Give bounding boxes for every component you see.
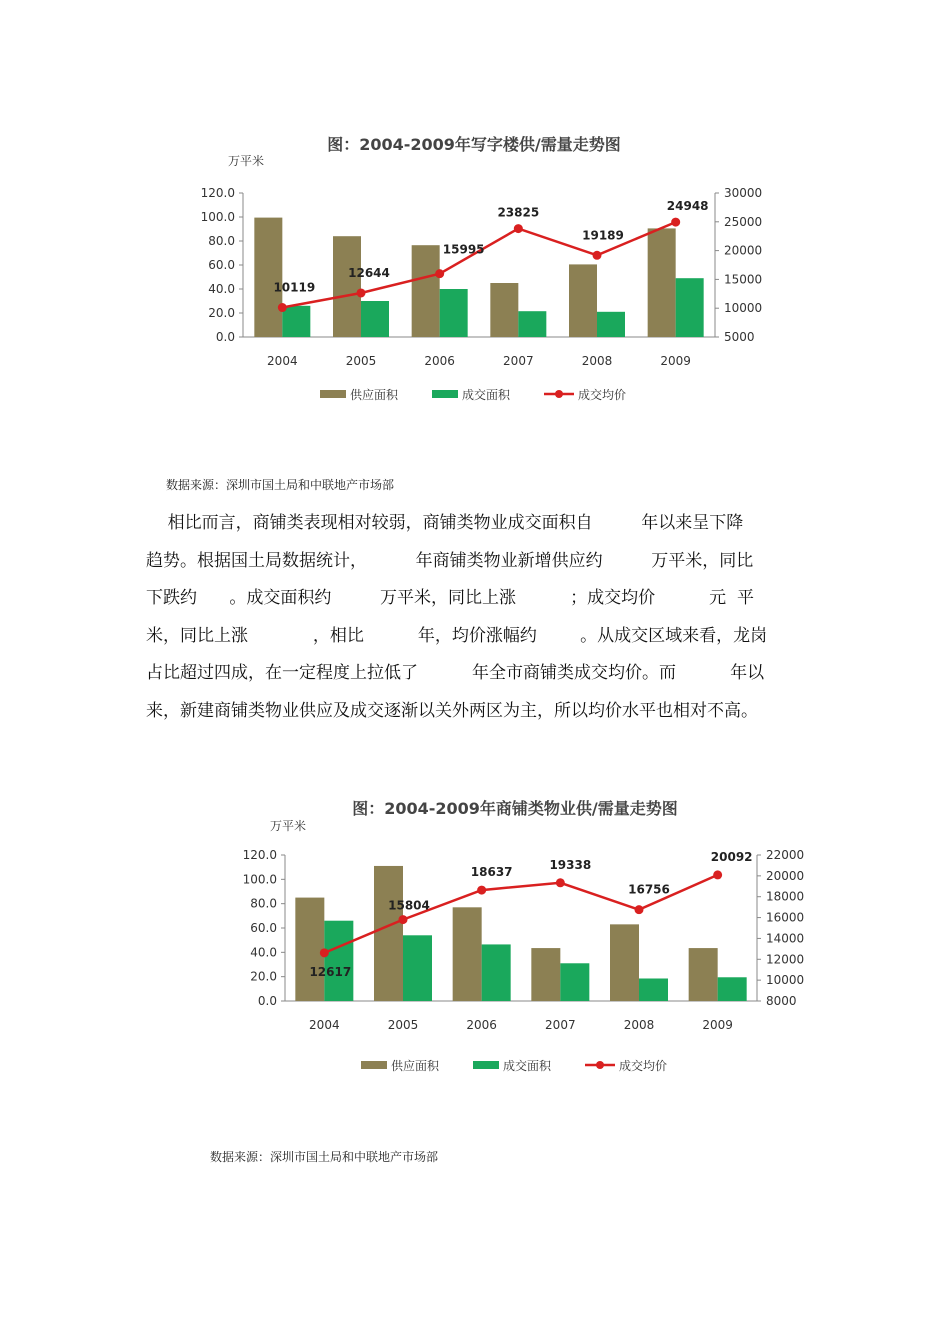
left-tick-label: 120.0 [200,186,235,200]
x-category-label: 2004 [309,1018,340,1032]
right-tick-label: 10000 [766,973,805,988]
right-tick-label: 30000 [724,186,763,200]
right-tick-label: 25000 [724,214,763,229]
left-tick-label: 80.0 [208,234,235,248]
price-point [635,905,644,914]
legend-label-deal: 成交面积 [503,1059,552,1073]
left-tick-label: 100.0 [242,872,277,887]
paragraph-line: 来，新建商铺类物业供应及成交逐渐以关外两区为主，所以均价水平也相对不高。 [146,700,758,721]
right-tick-label: 18000 [766,889,805,904]
legend-label-deal: 成交面积 [462,388,511,402]
price-data-label: 15995 [442,242,485,257]
left-tick-label: 60.0 [250,921,277,935]
data-source-note-1: 数据来源：深圳市国土局和中联地产市场部 [166,478,395,492]
x-category-label: 2004 [267,354,298,368]
x-category-label: 2006 [466,1018,497,1032]
legend-label-supply: 供应面积 [350,388,399,402]
x-category-label: 2005 [345,354,377,368]
x-category-label: 2007 [503,354,534,368]
legend-label-price: 成交均价 [619,1059,668,1073]
price-point [713,870,722,879]
deal-bar [324,921,353,1001]
deal-bar [482,944,511,1001]
right-tick-label: 16000 [766,910,805,925]
supply-bar [689,948,718,1001]
price-point [477,886,486,895]
price-data-label: 12617 [309,964,352,979]
right-tick-label: 12000 [766,952,805,967]
deal-bar [403,935,432,1001]
legend-label-supply: 供应面积 [391,1059,440,1073]
legend-swatch-price-marker [596,1061,604,1069]
left-tick-label: 0.0 [215,330,235,344]
chart-title: 图：2004-2009年写字楼供/需量走势图 [327,135,621,154]
price-point [556,878,565,887]
paragraph-line: 相比而言，商铺类表现相对较弱，商铺类物业成交面积自 年以来呈下降 [146,513,744,533]
x-category-label: 2008 [623,1018,655,1032]
x-category-label: 2009 [660,354,691,368]
deal-bar [560,963,589,1001]
left-tick-label: 80.0 [250,896,277,911]
right-tick-label: 22000 [766,848,805,862]
price-data-label: 19338 [549,857,592,872]
price-data-label: 20092 [710,849,753,864]
supply-bar [453,907,482,1001]
left-tick-label: 60.0 [208,258,235,272]
paragraph-line: 下跌约 。成交面积约 万平米，同比上涨 ；成交均价 元 平 [146,588,754,608]
left-tick-label: 20.0 [208,306,235,320]
price-data-label: 15804 [388,898,430,913]
data-source-note-2: 数据来源：深圳市国土局和中联地产市场部 [210,1150,439,1164]
right-tick-label: 20000 [724,243,763,258]
paragraph-line: 趋势。根据国土局数据统计， 年商铺类物业新增供应约 万平米，同比 [146,550,754,571]
price-point [399,915,408,924]
deal-bar [718,977,747,1001]
supply-bar [610,924,639,1001]
right-tick-label: 8000 [766,994,797,1008]
left-tick-label: 0.0 [257,994,277,1008]
price-data-label: 16756 [628,882,670,897]
supply-bar [374,866,403,1001]
x-category-label: 2008 [581,354,613,368]
left-tick-label: 120.0 [242,848,277,862]
left-tick-label: 40.0 [208,282,235,296]
paragraph-line: 米，同比上涨 ，相比 年，均价涨幅约 。从成交区域来看，龙岗 [146,625,768,646]
right-tick-label: 20000 [766,868,805,883]
price-point [320,948,329,957]
x-category-label: 2006 [424,354,455,368]
supply-bar [295,898,324,1001]
legend-swatch-deal [473,1061,499,1069]
y-axis-unit-label: 万平米 [228,154,265,168]
x-category-label: 2009 [702,1018,733,1032]
left-tick-label: 100.0 [200,210,235,224]
supply-bar [531,948,560,1001]
left-tick-label: 40.0 [250,945,277,960]
price-data-label: 10119 [273,280,316,295]
deal-bar [639,978,668,1001]
price-data-label: 24948 [666,199,709,214]
right-tick-label: 5000 [724,330,755,344]
x-category-label: 2005 [387,1018,419,1032]
price-data-label: 19189 [582,228,624,243]
price-data-label: 12644 [348,265,390,280]
paragraph-line: 占比超过四成，在一定程度上拉低了 年全市商铺类成交均价。而 年以 [146,663,765,683]
price-data-label: 18637 [470,865,513,880]
legend-label-price: 成交均价 [578,388,627,402]
price-data-label: 23825 [497,205,540,220]
legend-swatch-supply [361,1061,387,1069]
y-axis-unit-label: 万平米 [270,819,307,833]
left-tick-label: 20.0 [250,969,277,984]
right-tick-label: 10000 [724,301,763,316]
x-category-label: 2007 [545,1018,576,1032]
right-tick-label: 14000 [766,931,805,946]
right-tick-label: 15000 [724,272,763,287]
chart-title: 图：2004-2009年商铺类物业供/需量走势图 [352,799,678,818]
